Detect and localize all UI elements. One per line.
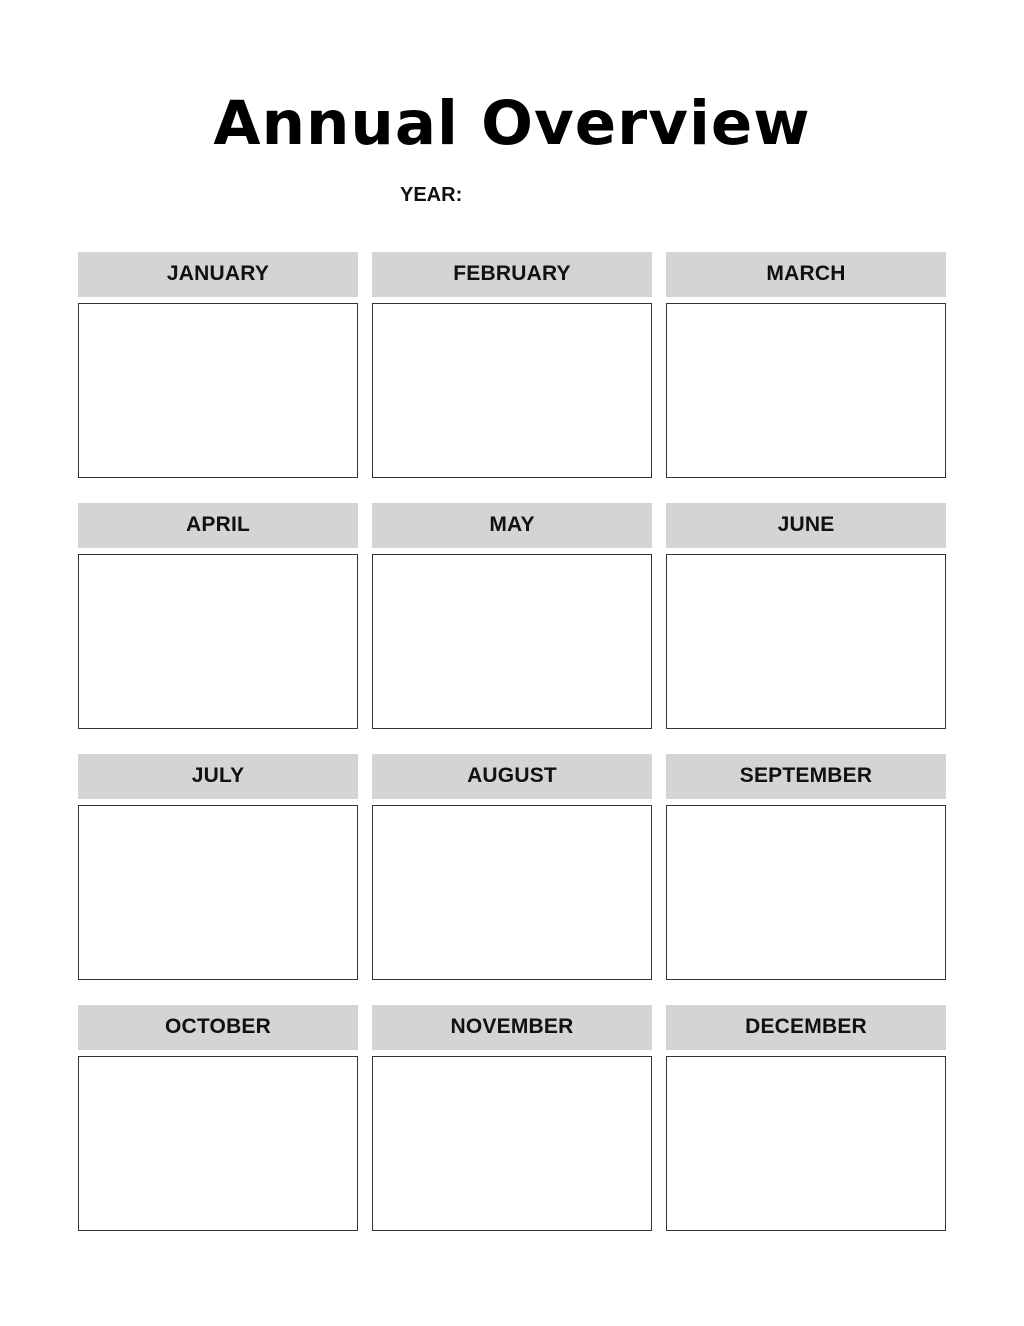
year-label: YEAR:: [400, 183, 463, 206]
month-header: SEPTEMBER: [666, 754, 946, 799]
month-card-august: [372, 754, 652, 980]
page-title: Annual Overview: [213, 88, 811, 159]
month-header: MAY: [372, 503, 652, 548]
month-header: AUGUST: [372, 754, 652, 799]
month-header: FEBRUARY: [372, 252, 652, 297]
month-notes-box[interactable]: [666, 1056, 946, 1231]
month-card-february: [372, 252, 652, 478]
months-grid: [78, 252, 946, 1231]
year-row: [400, 182, 630, 208]
month-header: JANUARY: [78, 252, 358, 297]
month-header: JULY: [78, 754, 358, 799]
month-card-january: [78, 252, 358, 478]
month-notes-box[interactable]: [78, 554, 358, 729]
month-notes-box[interactable]: [78, 1056, 358, 1231]
month-notes-box[interactable]: [78, 805, 358, 980]
month-card-april: [78, 503, 358, 729]
month-card-march: [666, 252, 946, 478]
month-card-november: [372, 1005, 652, 1231]
month-header: JUNE: [666, 503, 946, 548]
year-field[interactable]: [470, 183, 630, 207]
month-notes-box[interactable]: [372, 303, 652, 478]
month-notes-box[interactable]: [666, 554, 946, 729]
month-notes-box[interactable]: [666, 805, 946, 980]
month-card-july: [78, 754, 358, 980]
month-header: OCTOBER: [78, 1005, 358, 1050]
month-notes-box[interactable]: [666, 303, 946, 478]
month-header: DECEMBER: [666, 1005, 946, 1050]
month-notes-box[interactable]: [372, 805, 652, 980]
month-header: NOVEMBER: [372, 1005, 652, 1050]
month-header: MARCH: [666, 252, 946, 297]
month-header: APRIL: [78, 503, 358, 548]
month-card-october: [78, 1005, 358, 1231]
month-notes-box[interactable]: [78, 303, 358, 478]
month-card-june: [666, 503, 946, 729]
month-card-may: [372, 503, 652, 729]
month-notes-box[interactable]: [372, 1056, 652, 1231]
month-card-december: [666, 1005, 946, 1231]
month-card-september: [666, 754, 946, 980]
month-notes-box[interactable]: [372, 554, 652, 729]
